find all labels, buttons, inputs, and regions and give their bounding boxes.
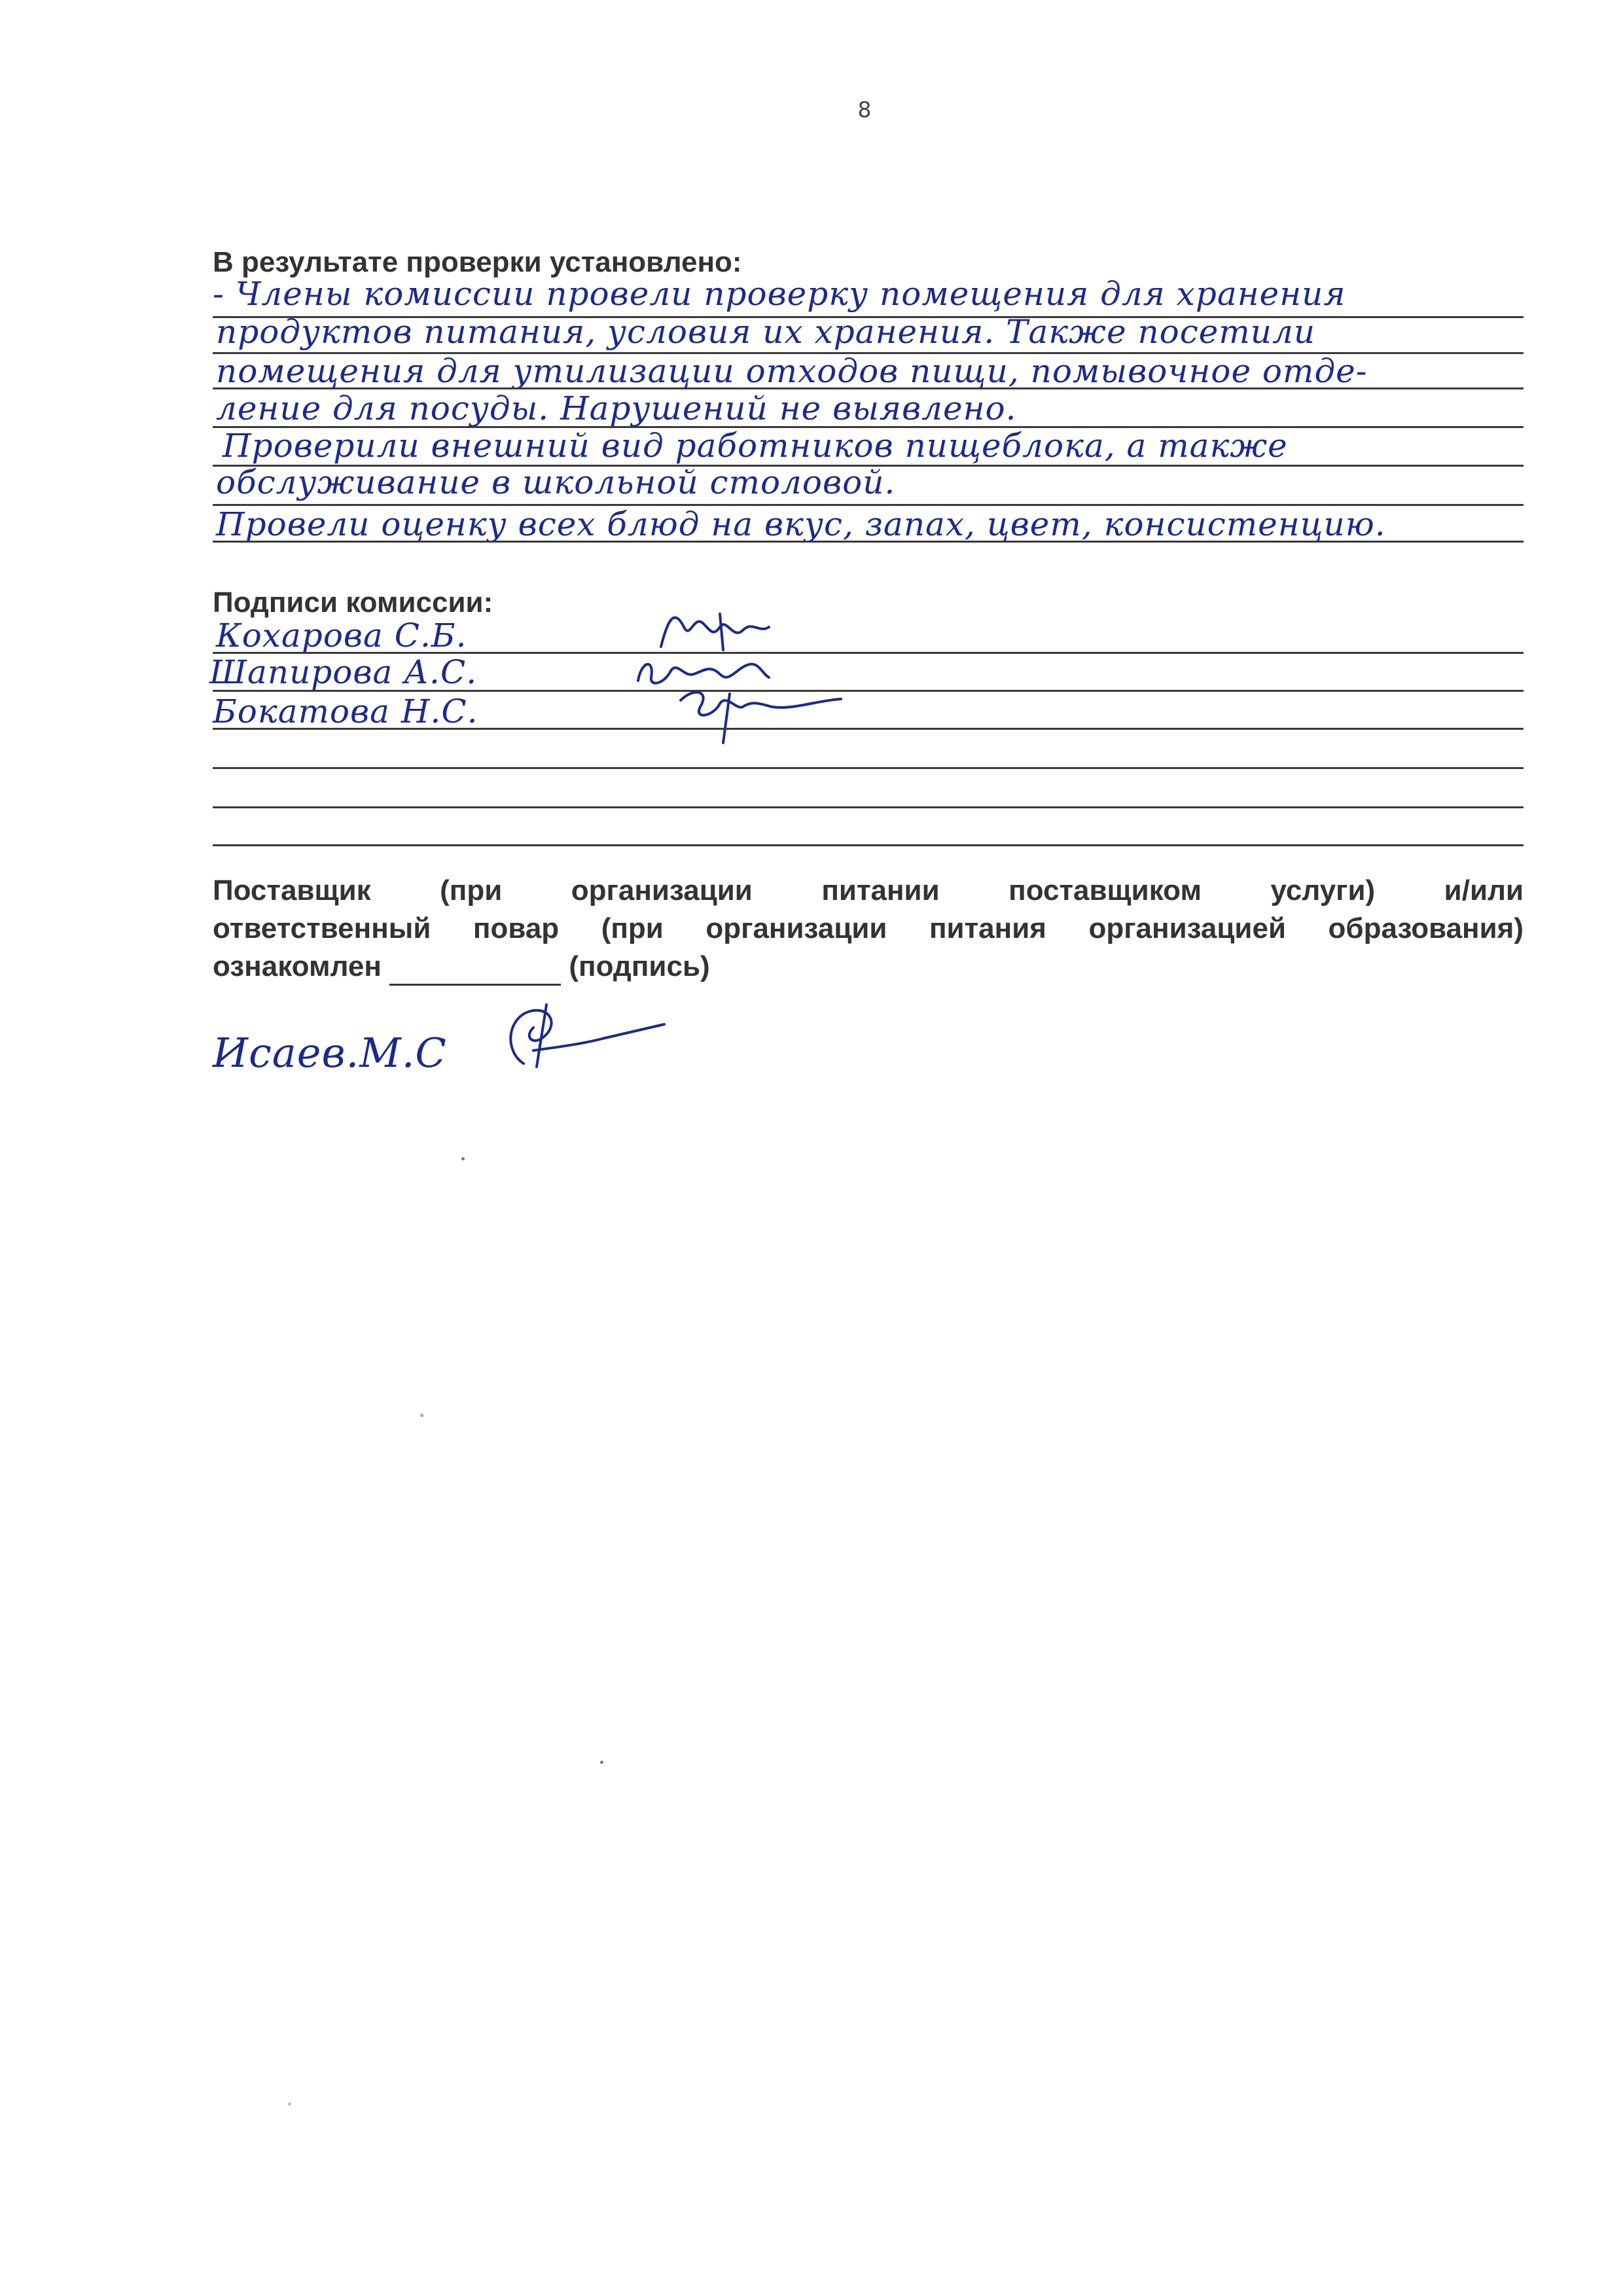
supplier-acknowledged-label: ознакомлен — [213, 950, 382, 982]
scan-speck — [420, 1414, 423, 1417]
rule-line — [213, 728, 1524, 730]
scan-speck — [461, 1157, 465, 1160]
supplier-signer-name: Исаев.М.С — [213, 1029, 447, 1077]
commission-heading: Подписи комиссии: — [213, 586, 493, 619]
supplier-signature — [497, 998, 668, 1077]
signature-1-text: Кох — [674, 653, 675, 654]
rule-line — [213, 690, 1524, 692]
findings-line-6: обслуживание в школьной столовой. — [216, 463, 896, 501]
scan-speck — [600, 1761, 603, 1764]
rule-line — [213, 806, 1524, 808]
supplier-line-3 — [213, 948, 1524, 986]
scan-speck — [288, 2102, 291, 2106]
findings-line-1: - Члены комиссии провели проверку помещения для хранения — [213, 275, 1346, 313]
page-number: 8 — [857, 97, 872, 122]
signature-blank — [389, 959, 561, 986]
rule-line — [213, 844, 1524, 846]
findings-line-7: Провели оценку всех блюд на вкус, запах, цвет, консистенцию. — [216, 505, 1386, 543]
findings-line-3: помещения для утилизации отходов пищи, помывочное отде- — [216, 352, 1368, 390]
supplier-line-1: Поставщик (при организации питании поставщиком услуги) и/или — [213, 874, 1524, 906]
findings-line-2: продуктов питания, условия их хранения. Также посетили — [216, 313, 1316, 351]
commission-member-3-name: Бокатова Н.С. — [213, 692, 478, 730]
findings-line-5: Проверили внешний вид работников пищеблока, а также — [223, 427, 1288, 465]
commission-member-1-name: Кохарова С.Б. — [216, 617, 467, 655]
supplier-paragraph — [213, 872, 1524, 986]
findings-heading: В результате проверки установлено: — [213, 246, 742, 278]
supplier-line-2: ответственный повар (при организации питания организацией образования) — [213, 912, 1524, 944]
supplier-signature-label: (подпись) — [569, 950, 710, 982]
findings-line-4: ление для посуды. Нарушений не выявлено. — [216, 389, 1017, 427]
commission-member-2-name: Шапирова А.С. — [209, 653, 478, 691]
rule-line — [213, 767, 1524, 769]
rule-line — [213, 541, 1524, 543]
commission-member-3-signature — [674, 681, 844, 746]
